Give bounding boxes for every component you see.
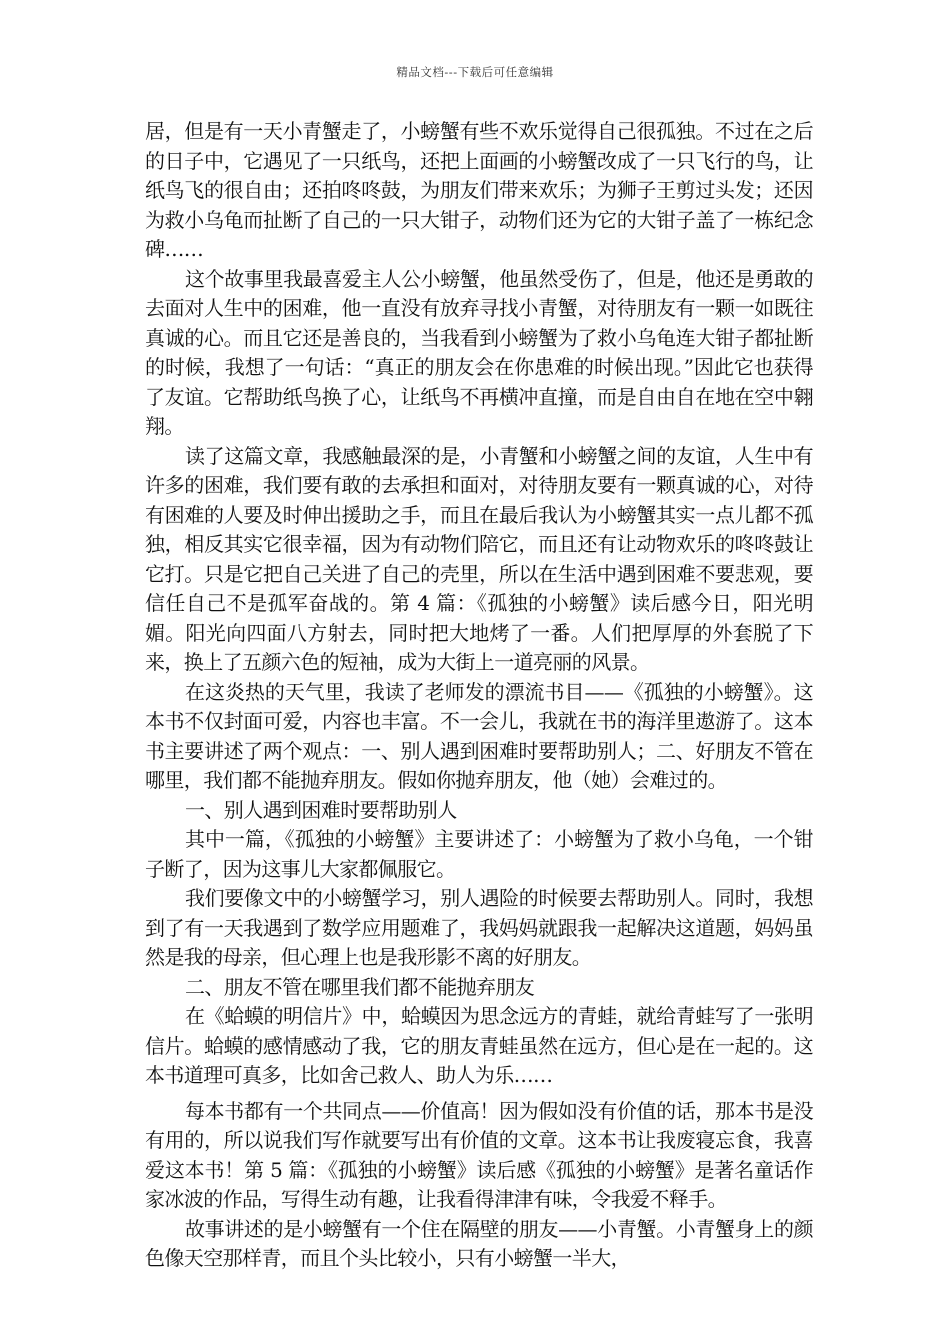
section-heading: 一、别人遇到困难时要帮助别人 xyxy=(185,797,457,822)
paragraph: 居，但是有一天小青蟹走了，小螃蟹有些不欢乐觉得自己很孤独。不过在之后的日子中，它遇见了一只纸鸟，还把上面画的小螃蟹改成了一只飞行的鸟，让纸鸟飞的很自由；还拍咚咚鼓，为朋友们带来欢乐；为狮子王剪过头发；还因为救小乌龟而扯断了自己的一只大钳子，动物们还为它的大钳子盖了一栋纪念碑…… xyxy=(145,119,813,261)
paragraph: 其中一篇，《孤独的小螃蟹》主要讲述了：小螃蟹为了救小乌龟，一个钳子断了，因为这事儿大家都佩服它。 xyxy=(145,827,813,881)
paragraph: 这个故事里我最喜爱主人公小螃蟹，他虽然受伤了，但是，他还是勇敢的去面对人生中的困难，他一直没有放弃寻找小青蟹，对待朋友有一颗一如既往真诚的心。而且它还是善良的，当我看到小螃蟹为了救小乌龟连大钳子都扯断的时候，我想了一句话：“真正的朋友会在你患难的时候出现。”因此它也获得了友谊。它帮助纸鸟换了心，让纸鸟不再横冲直撞，而是自由自在地在空中翱翔。 xyxy=(145,266,813,438)
document-body xyxy=(145,117,813,1274)
paragraph: 在这炎热的天气里，我读了老师发的漂流书目——《孤独的小螃蟹》。这本书不仅封面可爱，内容也丰富。不一会儿，我就在书的海洋里遨游了。这本书主要讲述了两个观点：一、别人遇到困难时要帮助别人；二、好朋友不管在哪里，我们都不能抛弃朋友。假如你抛弃朋友，他（她）会难过的。 xyxy=(145,679,813,792)
paragraph: 故事讲述的是小螃蟹有一个住在隔壁的朋友——小青蟹。小青蟹身上的颜色像天空那样青，而且个头比较小，只有小螃蟹一半大， xyxy=(145,1216,813,1270)
section-heading: 二、朋友不管在哪里我们都不能抛弃朋友 xyxy=(185,974,535,999)
paragraph: 我们要像文中的小螃蟹学习，别人遇险的时候要去帮助别人。同时，我想到了有一天我遇到了数学应用题难了，我妈妈就跟我一起解决这道题，妈妈虽然是我的母亲，但心理上也是我形影不离的好朋友。 xyxy=(145,886,813,969)
paragraph: 每本书都有一个共同点——价值高！因为假如没有价值的话，那本书是没有用的，所以说我们写作就要写出有价值的文章。这本书让我废寝忘食，我喜爱这本书！第 5 篇：《孤独的小螃蟹》读后感《孤独的小螃蟹》是著名童话作家冰波的作品，写得生动有趣，让我看得津津有味，令我爱不释手。 xyxy=(145,1098,813,1211)
page-header: 精品文档---下载后可任意编辑 xyxy=(396,65,554,79)
paragraph: 读了这篇文章，我感触最深的是，小青蟹和小螃蟹之间的友谊，人生中有许多的困难，我们要有敢的去承担和面对，对待朋友要有一颗真诚的心，对待有困难的人要及时伸出援助之手，而且在最后我认为小螃蟹其实一点儿都不孤独，相反其实它很幸福，因为有动物们陪它，而且还有让动物欢乐的咚咚鼓让它打。只是它把自己关进了自己的壳里，所以在生活中遇到困难不要悲观，要信任自己不是孤军奋战的。第 4 篇：《孤独的小螃蟹》读后感今日，阳光明媚。阳光向四面八方射去，同时把大地烤了一番。人们把厚厚的外套脱了下来，换上了五颜六色的短袖，成为大街上一道亮丽的风景。 xyxy=(145,443,813,674)
paragraph: 在《蛤蟆的明信片》中，蛤蟆因为思念远方的青蛙，就给青蛙写了一张明信片。蛤蟆的感情感动了我，它的朋友青蛙虽然在远方，但心是在一起的。这本书道理可真多，比如舍己救人、助人为乐…… xyxy=(145,1004,813,1087)
